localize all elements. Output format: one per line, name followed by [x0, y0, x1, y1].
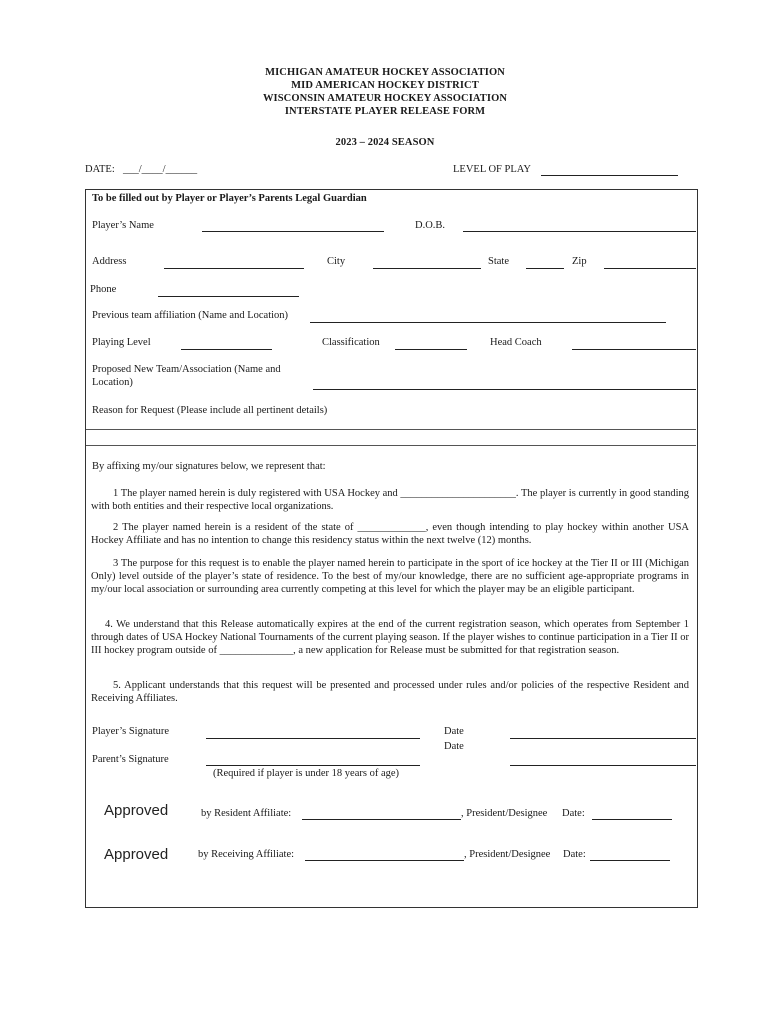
- head-coach-field[interactable]: [572, 349, 696, 350]
- parent-signature-note: (Required if player is under 18 years of age): [213, 768, 400, 779]
- level-of-play-label: LEVEL OF PLAY: [453, 164, 531, 175]
- player-name-label: Player’s Name: [92, 220, 154, 231]
- address-label: Address: [92, 256, 127, 267]
- resident-affiliate-field[interactable]: [302, 819, 461, 820]
- head-coach-label: Head Coach: [490, 337, 542, 348]
- classification-field[interactable]: [395, 349, 467, 350]
- city-label: City: [327, 256, 346, 267]
- org-title-wisconsin: WISCONSIN AMATEUR HOCKEY ASSOCIATION: [262, 93, 508, 104]
- receiving-affiliate-label: by Receiving Affiliate:: [198, 849, 295, 860]
- representation-item-1: 1 The player named herein is duly registered with USA Hockey and ______________________. The player is currently in good standing with both entities and their respective local organizations.: [91, 488, 689, 512]
- org-title-mid-american: MID AMERICAN HOCKEY DISTRICT: [291, 80, 479, 91]
- proposed-team-label-line2: Location): [92, 377, 133, 388]
- org-title-michigan: MICHIGAN AMATEUR HOCKEY ASSOCIATION: [265, 67, 505, 78]
- previous-team-label: Previous team affiliation (Name and Location): [92, 310, 289, 321]
- parent-signature-field[interactable]: [206, 765, 420, 766]
- state-field[interactable]: [526, 268, 564, 269]
- reason-line-1[interactable]: [86, 429, 696, 430]
- form-title: INTERSTATE PLAYER RELEASE FORM: [284, 106, 486, 117]
- representation-intro: By affixing my/our signatures below, we represent that:: [92, 461, 326, 472]
- player-name-field[interactable]: [202, 231, 384, 232]
- dob-field[interactable]: [463, 231, 696, 232]
- phone-label: Phone: [90, 284, 117, 295]
- resident-date-label: Date:: [562, 808, 585, 819]
- resident-date-field[interactable]: [592, 819, 672, 820]
- representation-item-5: 5. Applicant understands that this request will be presented and processed under rules and/or policies of the respective Resident and Receiving Affiliates.: [91, 680, 689, 704]
- receiving-affiliate-field[interactable]: [305, 860, 464, 861]
- proposed-team-label-line1: Proposed New Team/Association (Name and: [92, 364, 281, 375]
- classification-label: Classification: [322, 337, 380, 348]
- date-label-1: Date: [444, 726, 464, 737]
- section-title: To be filled out by Player or Player’s Parents Legal Guardian: [92, 193, 367, 204]
- date-blank[interactable]: ___/____/______: [123, 164, 198, 175]
- approved-label-2: Approved: [104, 846, 169, 863]
- representation-item-3: 3 The purpose for this request is to enable the player named herein to participate in the sport of ice hockey at the Tier II or III (Michigan Only) level outside of the player’s state of residence. To the best of my/our knowledge, there are no sufficient age-appropriate programs in my/our local association or surrounding area currently competing at this level for which the player may be an eligible participant.: [91, 558, 689, 595]
- parent-signature-date-field[interactable]: [510, 765, 696, 766]
- date-label-2: Date: [444, 741, 464, 752]
- receiving-date-field[interactable]: [590, 860, 670, 861]
- level-of-play-field[interactable]: [541, 175, 678, 176]
- reason-line-2[interactable]: [86, 445, 696, 446]
- receiving-date-label: Date:: [563, 849, 586, 860]
- playing-level-field[interactable]: [181, 349, 272, 350]
- approved-label-1: Approved: [104, 802, 169, 819]
- previous-team-field[interactable]: [310, 322, 666, 323]
- state-label: State: [488, 256, 509, 267]
- dob-label: D.O.B.: [415, 220, 446, 231]
- zip-field[interactable]: [604, 268, 696, 269]
- city-field[interactable]: [373, 268, 481, 269]
- address-field[interactable]: [164, 268, 304, 269]
- proposed-team-field[interactable]: [313, 389, 696, 390]
- player-signature-field[interactable]: [206, 738, 420, 739]
- resident-president-label: , President/Designee: [461, 808, 548, 819]
- representation-item-4: 4. We understand that this Release automatically expires at the end of the current registration season, which operates from September 1 through dates of USA Hockey National Tournaments of the current playing season. If the player wishes to continue participation in a Tier II or III hockey program outside of ______________, a new application for Release must be submitted for that registration season.: [91, 619, 690, 656]
- phone-field[interactable]: [158, 296, 299, 297]
- reason-label: Reason for Request (Please include all pertinent details): [92, 405, 328, 416]
- player-signature-label: Player’s Signature: [92, 726, 170, 737]
- representation-item-2: 2 The player named herein is a resident of the state of _____________, even though intending to play hockey within another USA Hockey Affiliate and has no intention to change this residency status within the next twelve (12) months.: [91, 522, 689, 546]
- parent-signature-label: Parent’s Signature: [92, 754, 169, 765]
- resident-affiliate-label: by Resident Affiliate:: [201, 808, 292, 819]
- date-label: DATE:: [85, 164, 115, 175]
- player-signature-date-field[interactable]: [510, 738, 696, 739]
- season-title: 2023 – 2024 SEASON: [335, 137, 435, 148]
- playing-level-label: Playing Level: [92, 337, 151, 348]
- receiving-president-label: , President/Designee: [464, 849, 551, 860]
- zip-label: Zip: [572, 256, 587, 267]
